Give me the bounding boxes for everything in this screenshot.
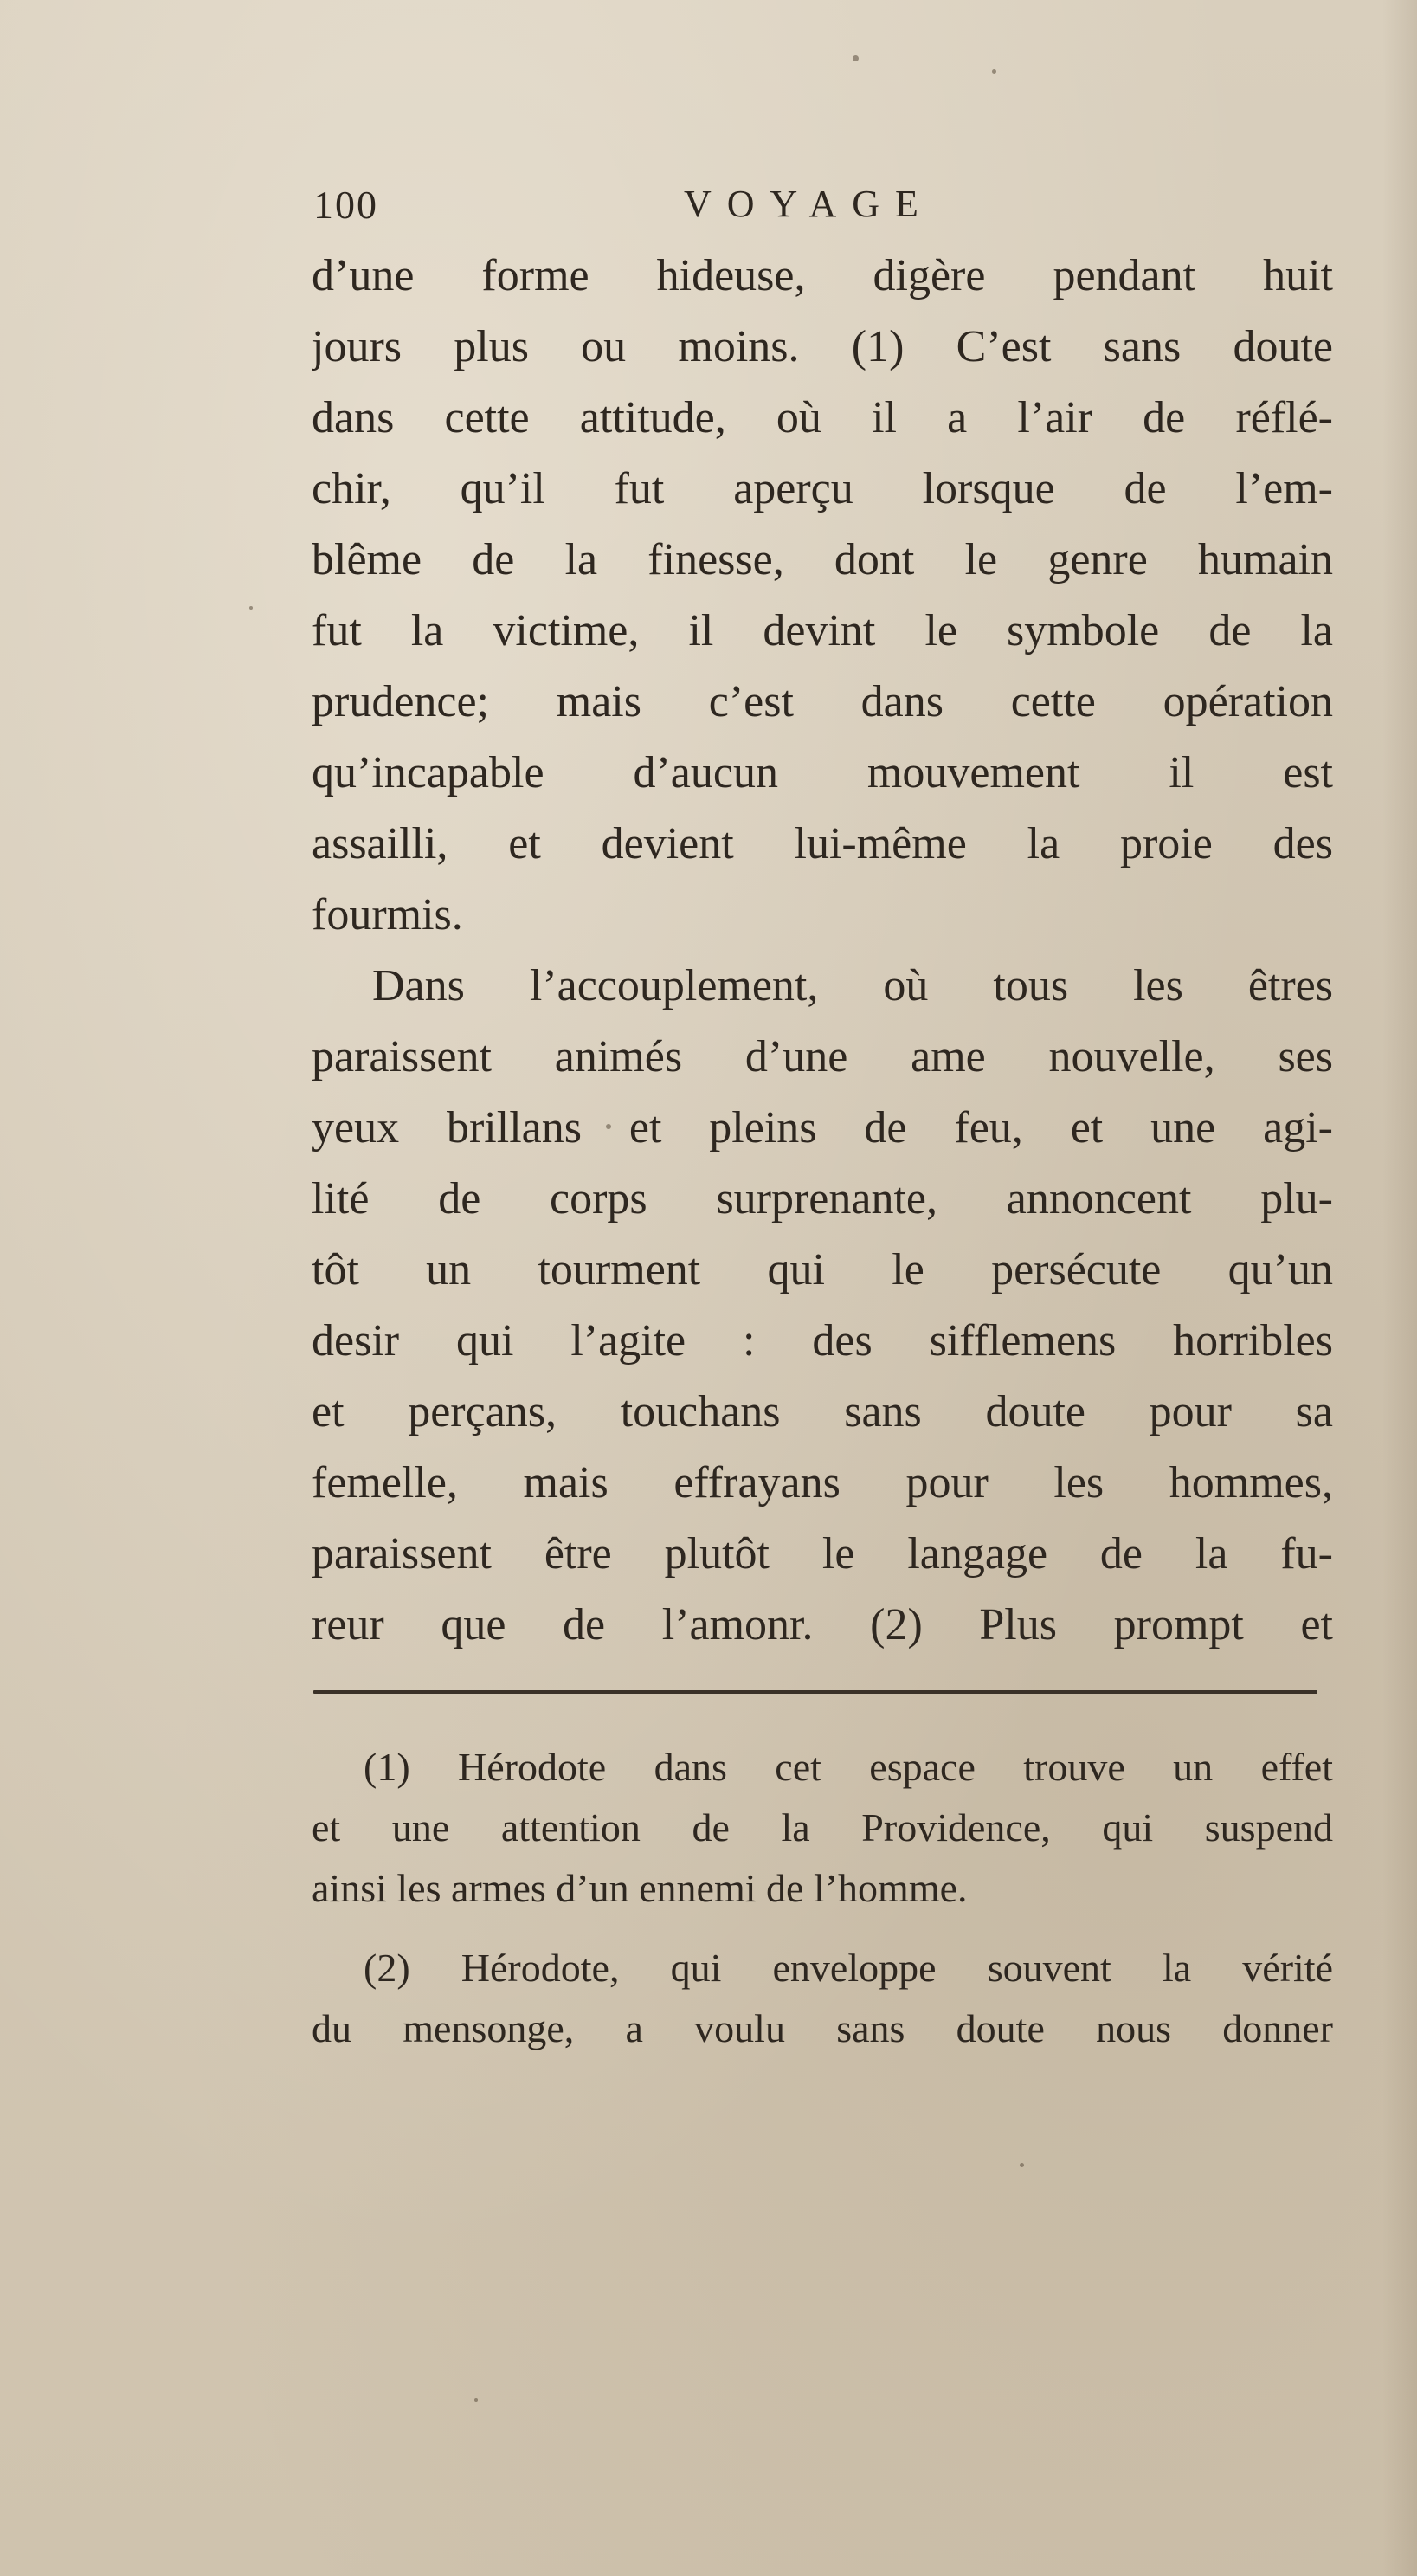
paper-speck [249, 606, 253, 610]
text-line: d’une forme hideuse, digère pendant huit [312, 251, 1333, 300]
page-edge-shadow [1382, 0, 1417, 2576]
text-line: qu’incapable d’aucun mouvement il est [312, 748, 1333, 797]
text-line: paraissent animés d’une ame nouvelle, ses [312, 1032, 1333, 1081]
running-title: VOYAGE [684, 183, 934, 225]
page-header [313, 182, 1335, 234]
main-text [312, 241, 1333, 1661]
paper-speck [992, 69, 996, 74]
footnote-gap [312, 1919, 1333, 1938]
text-line: lité de corps surprenante, annoncent plu- [312, 1174, 1333, 1223]
text-line: paraissent être plutôt le langage de la fu- [312, 1529, 1333, 1579]
text-line: yeux brillans et pleins de feu, et une agi- [312, 1103, 1333, 1152]
paper-speck [474, 2398, 478, 2402]
text-line: tôt un tourment qui le persécute qu’un [312, 1245, 1333, 1294]
text-line: femelle, mais effrayans pour les hommes, [312, 1458, 1333, 1508]
footnotes [312, 1737, 1333, 2059]
text-line: jours plus ou moins. (1) C’est sans doute [312, 322, 1333, 371]
text-line: et perçans, touchans sans doute pour sa [312, 1387, 1333, 1436]
footnote-1-line: ainsi les armes d’un ennemi de l’homme. [312, 1866, 968, 1910]
text-line: fourmis. [312, 890, 463, 939]
footnote-2-line: du mensonge, a voulu sans doute nous donner [312, 2006, 1333, 2050]
text-line: chir, qu’il fut aperçu lorsque de l’em- [312, 464, 1333, 513]
footnote-2-line: (2) Hérodote, qui enveloppe souvent la vérité [364, 1946, 1333, 1990]
text-line: dans cette attitude, où il a l’air de réflé- [312, 393, 1333, 442]
footnote-1-line: (1) Hérodote dans cet espace trouve un effet [364, 1745, 1333, 1789]
page-number: 100 [313, 183, 378, 227]
text-line: prudence; mais c’est dans cette opération [312, 677, 1333, 726]
text-line: blême de la finesse, dont le genre humain [312, 535, 1333, 584]
paper-speck [853, 55, 859, 61]
footnote-rule [313, 1690, 1317, 1694]
text-line: assailli, et devient lui-même la proie des [312, 819, 1333, 868]
text-line: Dans l’accouplement, où tous les êtres [372, 961, 1333, 1010]
footnote-1-line: et une attention de la Providence, qui suspend [312, 1805, 1333, 1850]
text-line: reur que de l’amonr. (2) Plus prompt et [312, 1600, 1333, 1650]
paper-speck [1020, 2163, 1024, 2167]
text-line: desir qui l’agite : des sifflemens horribles [312, 1316, 1333, 1365]
text-line: fut la victime, il devint le symbole de la [312, 606, 1333, 655]
